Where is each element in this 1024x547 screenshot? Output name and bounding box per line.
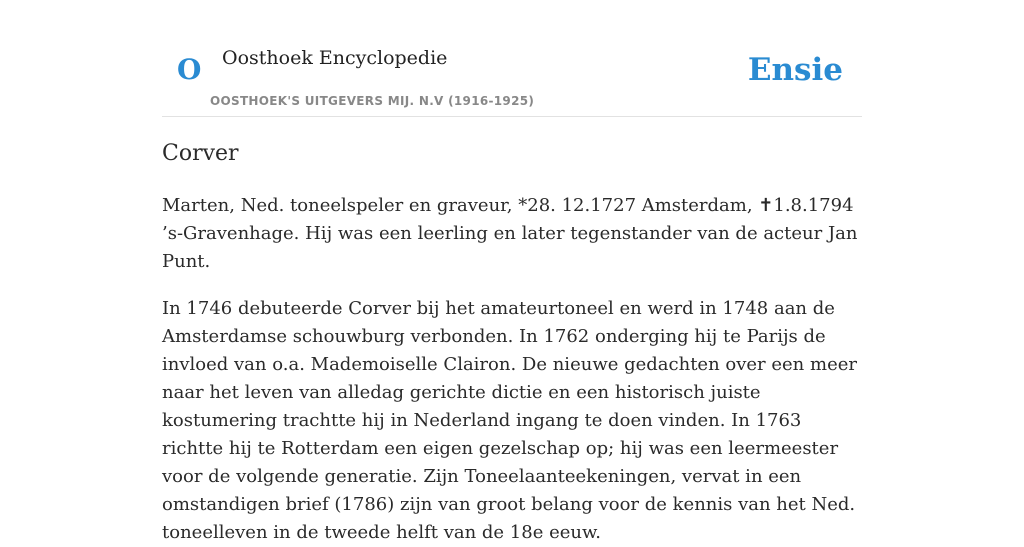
logo-letter[interactable]: O	[177, 53, 202, 86]
article-paragraph: Marten, Ned. toneelspeler en graveur, *28. 12.1727 Amsterdam, ✝1.8.1794 ’s-Gravenhage. Hij was een leerling en later tegenstander van de acteur Jan Punt.	[162, 195, 858, 272]
encyclopedia-title[interactable]: Oosthoek Encyclopedie	[222, 47, 448, 69]
article-paragraph: In 1746 debuteerde Corver bij het amateurtoneel en werd in 1748 aan de Amsterdamse schouwburg verbonden. In 1762 onderging hij te Parijs de invloed van o.a. Mademoiselle Clairon. De nieuwe gedachten over een meer naar het leven van alledag gerichte dictie en een historisch juiste kostumering trachtte hij in Nederland ingang te doen vinden. In 1763 richtte hij te Rotterdam een eigen gezelschap op; hij was een leermeester voor de volgende generatie. Zijn Toneelaanteekeningen, vervat in een omstandigen brief (1786) zijn van groot belang voor de kennis van het Ned. toneelleven in de tweede helft van de 18e eeuw.	[162, 298, 857, 543]
site-header	[162, 0, 862, 117]
publisher-subtitle: OOSTHOEK'S UITGEVERS MIJ. N.V (1916-1925)	[210, 94, 535, 108]
ensie-logo-link[interactable]: Ensie	[747, 52, 843, 88]
article	[162, 138, 862, 547]
article-title: Corver	[162, 141, 239, 166]
